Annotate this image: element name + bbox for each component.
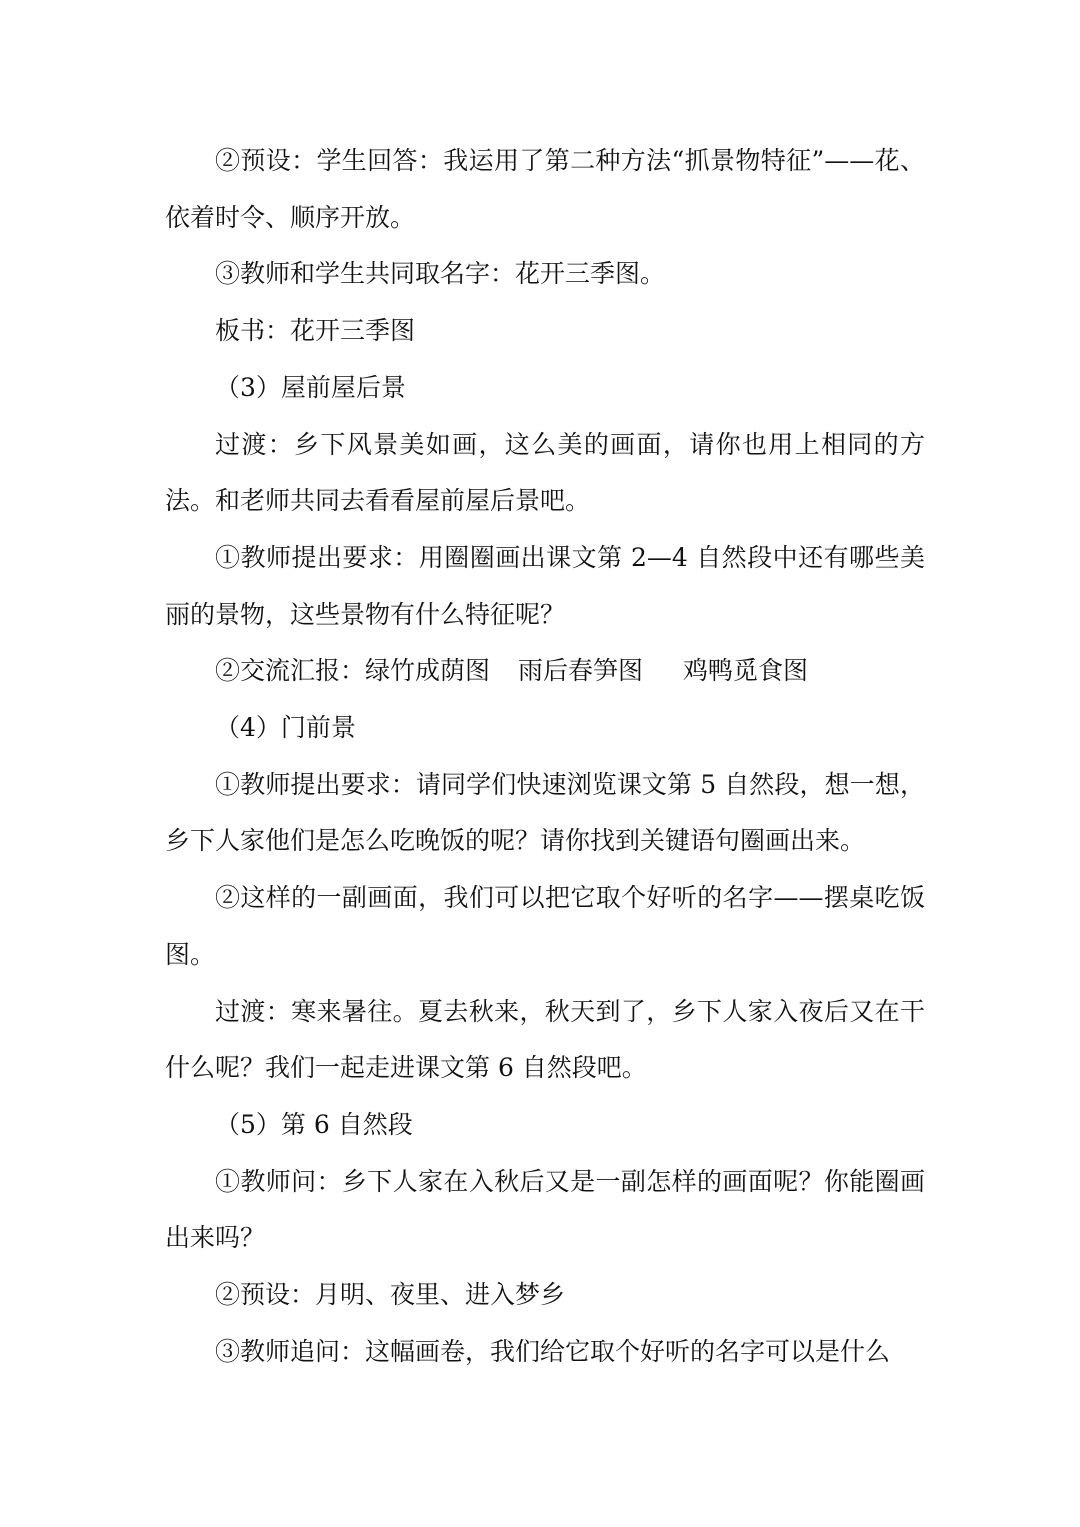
section-heading-3: （3）屋前屋后景 <box>215 372 406 402</box>
paragraph-preset-moon: ②预设：月明、夜里、进入梦乡 <box>215 1280 566 1310</box>
section-heading-4: （4）门前景 <box>215 713 356 743</box>
paragraph-teacher-followup: ③教师追问：这幅画卷，我们给它取个好听的名字可以是什么 <box>215 1336 891 1366</box>
paragraph-naming: ③教师和学生共同取名字：花开三季图。 <box>215 259 666 289</box>
paragraph-teacher-question: ①教师问：乡下人家在入秋后又是一副怎样的画面呢？你能圈画出来吗？ <box>165 1166 925 1253</box>
report-item-bamboo: ②交流汇报：绿竹成荫图 <box>215 656 491 686</box>
section-heading-5: （5）第 6 自然段 <box>215 1109 413 1139</box>
paragraph-preset-answer: ②预设：学生回答：我运用了第二种方法“抓景物特征”——花、依着时令、顺序开放。 <box>165 146 925 232</box>
paragraph-board-writing: 板书：花开三季图 <box>215 316 416 346</box>
document-body <box>165 133 925 1380</box>
report-item-chicken-duck: 鸡鸭觅食图 <box>683 656 809 686</box>
paragraph-transition-2: 过渡：寒来暑往。夏去秋来，秋天到了，乡下人家入夜后又在干什么呢？我们一起走进课文第 6 自然段吧。 <box>165 996 925 1083</box>
report-item-bamboo-shoots: 雨后春笋图 <box>518 656 644 686</box>
paragraph-teacher-requirement-1: ①教师提出要求：用圈圈画出课文第 2—4 自然段中还有哪些美丽的景物，这些景物有什么特征呢？ <box>165 542 925 629</box>
paragraph-teacher-requirement-2: ①教师提出要求：请同学们快速浏览课文第 5 自然段，想一想，乡下人家他们是怎么吃晚饭的呢？请你找到关键语句圈画出来。 <box>165 769 925 856</box>
paragraph-report <box>165 643 925 700</box>
paragraph-transition-1: 过渡：乡下风景美如画，这么美的画面，请你也用上相同的方法。和老师共同去看看屋前屋后景吧。 <box>165 429 925 516</box>
paragraph-dinner-scene: ②这样的一副画面，我们可以把它取个好听的名字——摆桌吃饭图。 <box>165 883 925 969</box>
